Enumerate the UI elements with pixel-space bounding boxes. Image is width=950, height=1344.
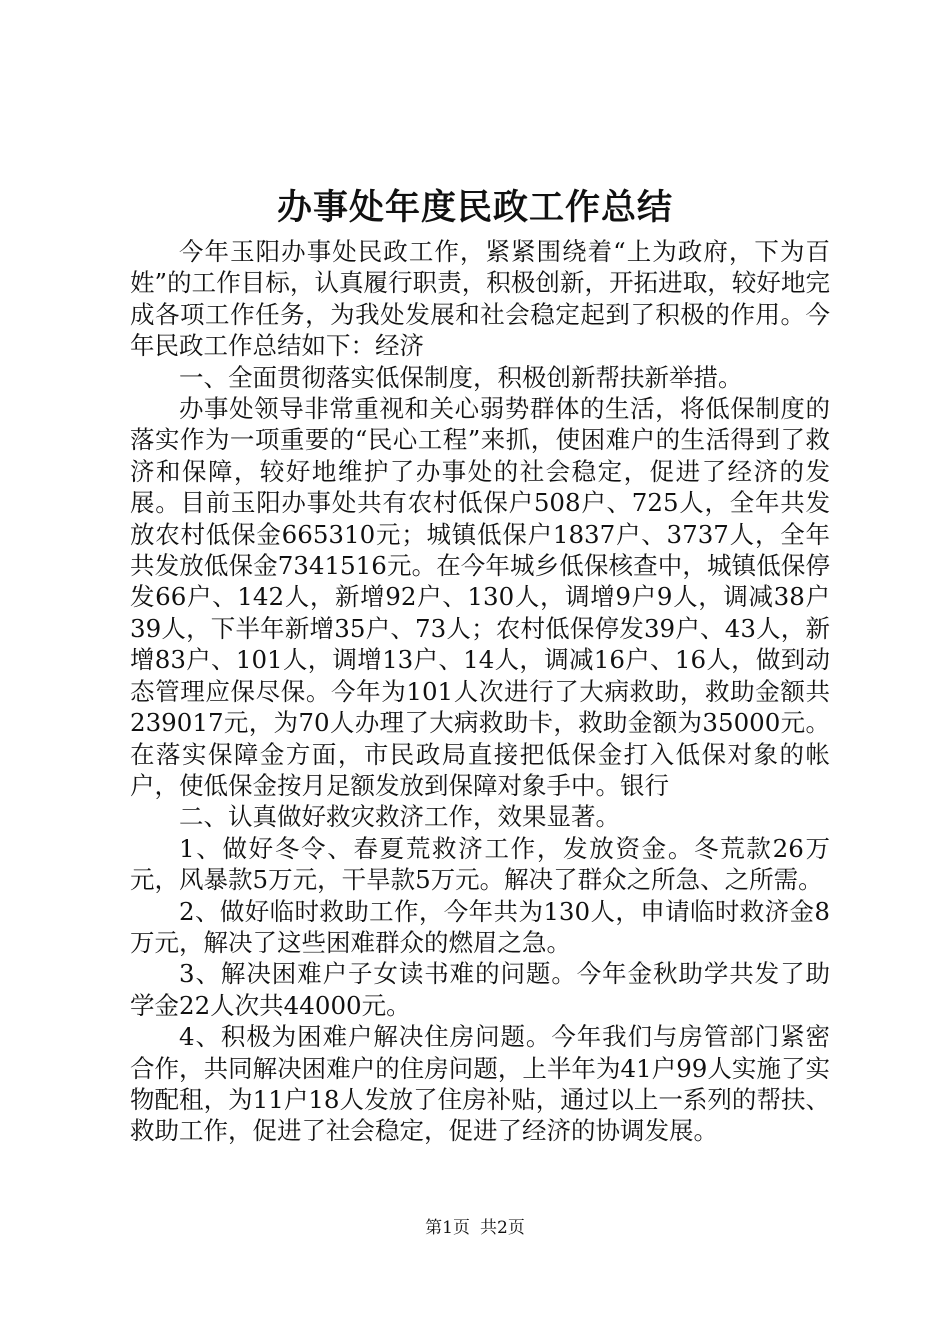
page-footer <box>0 1216 950 1240</box>
paragraph-low-income: 办事处领导非常重视和关心弱势群体的生活，将低保制度的落实作为一项重要的“民心工程”来抓，使困难户的生活得到了救济和保障，较好地维护了办事处的社会稳定，促进了经济的发展。目前玉阳办事处共有农村低保户508户、725人，全年共发放农村低保金665310元；城镇低保户1837户、3737人，全年共发放低保金7341516元。在今年城乡低保核查中，城镇低保停发66户、142人，新增92户、130人，调增9户9人，调减38户39人，下半年新增35户、73人；农村低保停发39户、43人，新增83户、101人，调增13户、14人，调减16户、16人，做到动态管理应保尽保。今年为101人次进行了大病救助，救助金额共239017元，为70人办理了大病救助卡，救助金额为35000元。在落实保障金方面，市民政局直接把低保金打入低保对象的帐户，使低保金按月足额发放到保障对象手中。银行 <box>130 394 830 800</box>
section-heading-2: 二、认真做好救灾救济工作，效果显著。 <box>179 802 620 832</box>
page-number: 第1页 <box>425 1218 470 1238</box>
section-heading-1: 一、全面贯彻落实低保制度，积极创新帮扶新举措。 <box>179 362 743 392</box>
document-body <box>130 236 830 1147</box>
paragraph-item-3: 3、解决困难户子女读书难的问题。今年金秋助学共发了助学金22人次共44000元。 <box>130 959 830 1020</box>
page-total: 共2页 <box>480 1218 525 1238</box>
paragraph-item-1: 1、做好冬令、春夏荒救济工作，发放资金。冬荒款26万元，风暴款5万元，干旱款5万元。解决了群众之所急、之所需。 <box>130 833 830 895</box>
document-title: 办事处年度民政工作总结 <box>276 187 673 228</box>
paragraph-item-2: 2、做好临时救助工作，今年共为130人，申请临时救济金8万元，解决了这些困难群众的燃眉之急。 <box>130 896 830 957</box>
paragraph-intro: 今年玉阳办事处民政工作，紧紧围绕着“上为政府，下为百姓”的工作目标，认真履行职责，积极创新，开拓进取，较好地完成各项工作任务，为我处发展和社会稳定起到了积极的作用。今年民政工作总结如下：经济 <box>130 237 830 361</box>
paragraph-item-4: 4、积极为困难户解决住房问题。今年我们与房管部门紧密合作，共同解决困难户的住房问题，上半年为41户99人实施了实物配租，为11户18人发放了住房补贴，通过以上一系列的帮扶、救助工作，促进了社会稳定，促进了经济的协调发展。 <box>130 1022 830 1146</box>
